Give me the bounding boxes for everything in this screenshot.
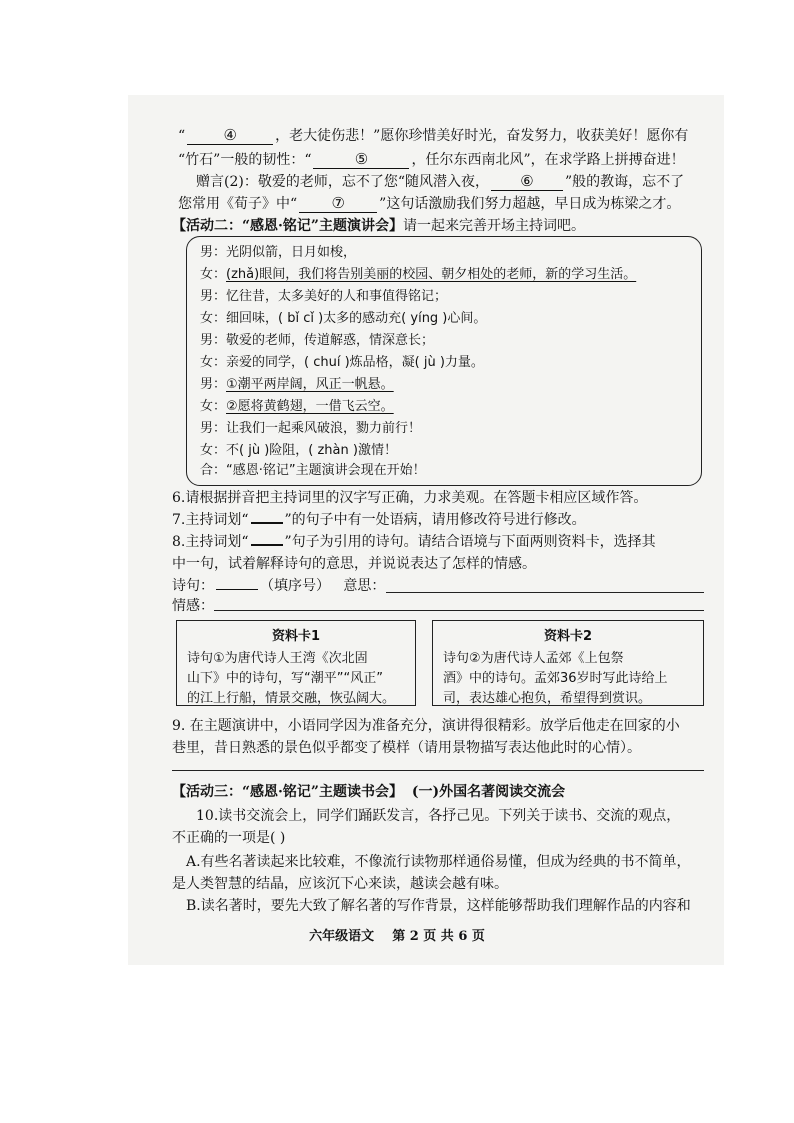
question-8: 8.主持词划“ ”句子为引用的诗句。请结合语境与下面两则资料卡，选择其 [172,534,656,550]
intro-line-2: “竹石”一般的韧性：“ ⑤ ，任尔东西南北风”，在求学路上拼搏奋进！ [178,150,685,168]
question-10: 10.读书交流会上，同学们踊跃发言，各抒己见。下列关于读书、交流的观点， [196,808,681,824]
question-9-cont: 巷里，昔日熟悉的景色似乎都变了模样（请用景物描写表达他此时的心情）。 [172,740,641,756]
question-10-cont: 不正确的一项是( ) [172,830,286,846]
dialogue-line-4: 女：细回味，( bǐ cǐ )太多的感动充( yíng )心间。 [200,311,487,326]
question-6: 6.请根据拼音把主持词里的汉字写正确，力求美观。在答题卡相应区域作答。 [172,490,648,506]
dialogue-line-8: 女：②愿将黄鹤翅，一借飞云空。 [200,399,394,414]
option-b: B.读名著时，要先大致了解名著的写作背景，这样能够帮助我们理解作品的内容和 [186,898,691,914]
info-card-1: 资料卡1 诗句①为唐代诗人王湾《次北固 山下》中的诗句，写“潮平”“风正” 的江上行船，情景交融，恢弘阔大。 [176,620,416,706]
blank-7[interactable]: ⑦ [299,194,377,213]
option-a: A.有些名著读起来比较难，不像流行读物那样通俗易懂，但成为经典的书不简单， [186,854,691,870]
intro-line-4: 您常用《荀子》中“ ⑦ ”这句话激励我们努力超越，早日成为栋梁之才。 [178,194,681,212]
intro-line-3: 赠言(2)：敬爱的老师，忘不了您“随风潜入夜， ⑥ ”般的教诲，忘不了 [196,172,685,190]
question-7: 7.主持词划“ ”的句子中有一处语病，请用修改符号进行修改。 [172,512,586,528]
dialogue-line-5: 男：敬爱的老师，传道解惑，情深意长； [200,333,435,348]
poem-answer-line: 诗句： （填序号） 意思： [172,578,386,594]
blank-6[interactable]: ⑥ [491,172,563,191]
dialogue-line-1: 男：光阴似箭，日月如梭， [200,245,357,260]
dialogue-line-3: 男：忆往昔，太多美好的人和事值得铭记； [200,289,448,304]
blank-4[interactable]: ④ [187,126,273,145]
poem-number-blank[interactable] [216,589,258,590]
activity2-heading: 【活动二：“感恩·铭记”主题演讲会】 [172,218,403,234]
dialogue-line-2: 女：(zhǎ)眼间，我们将告别美丽的校园、朝夕相处的老师，新的学习生活。 [200,267,637,282]
info-card-2: 资料卡2 诗句②为唐代诗人孟郊《上包祭 酒》中的诗句。孟郊36岁时写此诗给上 司，表达雄心抱负，希望得到赏识。 [432,620,704,706]
intro-line-1: “ ④ ，老大徒伤悲！”愿你珍惜美好时光，奋发努力，收获美好！愿你有 [178,126,689,144]
meaning-answer-line[interactable] [386,592,704,593]
footer-subject: 六年级语文 [309,929,375,944]
footer-page: 第 2 页 共 6 页 [392,929,485,944]
blank-5[interactable]: ⑤ [313,150,409,169]
q9-answer-line[interactable] [172,770,704,771]
activity3-heading-line [172,782,565,802]
dialogue-line-10: 女：不( jù )险阻，( zhàn )激情！ [200,443,397,458]
question-9: 9. 在主题演讲中，小语同学因为准备充分，演讲得很精彩。放学后他走在回家的小 [172,718,680,734]
dialogue-line-7: 男：①潮平两岸阔，风正一帆悬。 [200,377,394,392]
page-footer [0,925,794,944]
activity2-heading-line [172,216,585,236]
dialogue-line-9: 男：让我们一起乘风破浪，勠力前行！ [200,421,422,436]
dialogue-line-6: 女：亲爱的同学，( chuí )炼品格，凝( jù )力量。 [200,355,484,370]
activity2-instruction: 请一起来完善开场主持词吧。 [402,218,585,234]
question-8-cont: 中一句，试着解释诗句的意思，并说说表达了怎样的情感。 [172,556,536,572]
emotion-label: 情感： [172,598,214,614]
emotion-answer-line[interactable] [214,610,704,611]
dialogue-line-11: 合：“感恩·铭记”主题演讲会现在开始！ [200,463,426,478]
activity3-sub: (一)外国名著阅读交流会 [411,784,566,800]
option-a-cont: 是人类智慧的结晶，应该沉下心来读，越读会越有味。 [172,876,508,892]
activity3-heading: 【活动三：“感恩·铭记”主题读书会】 [172,784,403,800]
